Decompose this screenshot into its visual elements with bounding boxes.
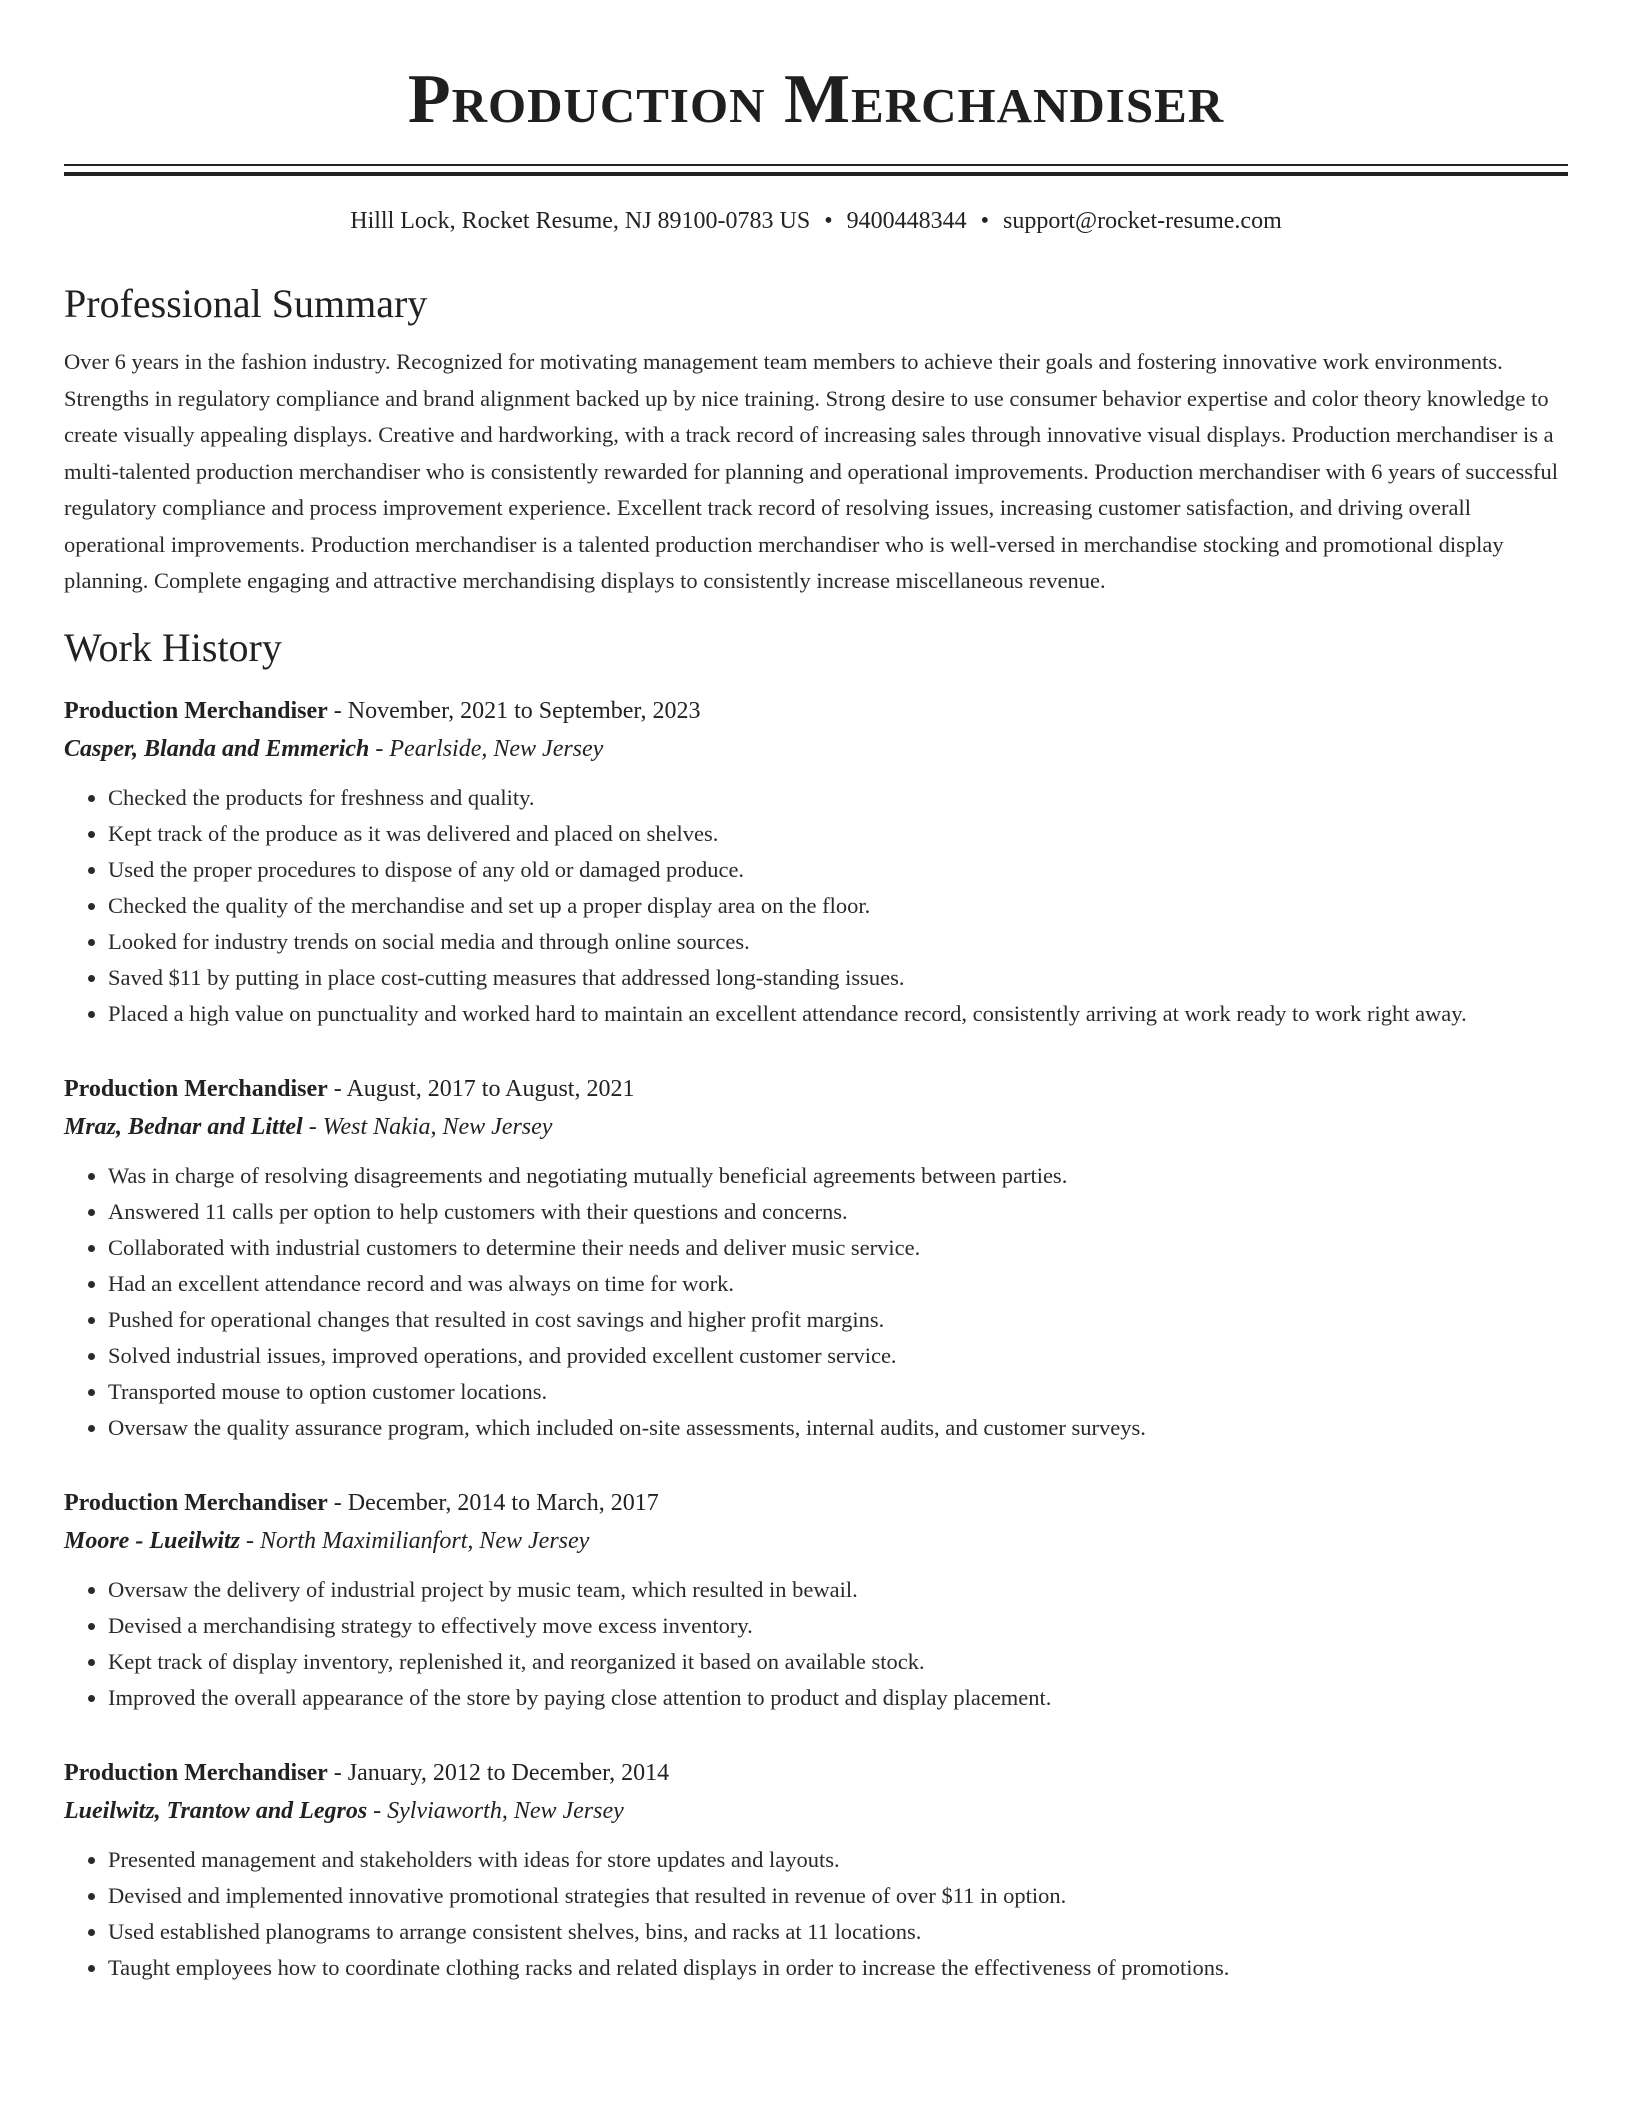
job-dash: -: [327, 1075, 347, 1102]
job-duties-list: [64, 1158, 1568, 1446]
job-dates: December, 2014 to March, 2017: [347, 1489, 659, 1516]
resume-name: Production Merchandiser: [407, 61, 1225, 138]
job-dash: -: [302, 1113, 323, 1140]
job-duty-item: • Checked the products for freshness and quality.: [108, 780, 1568, 816]
job-duty-item: • Collaborated with industrial customers to determine their needs and deliver music service.: [108, 1230, 1568, 1266]
job-duty-item: • Oversaw the delivery of industrial project by music team, which resulted in bewail.: [108, 1572, 1568, 1608]
job-duty-item: • Checked the quality of the merchandise and set up a proper display area on the floor.: [108, 888, 1568, 924]
job-entry: [64, 1754, 1568, 1986]
header-rule-thick: [64, 172, 1568, 176]
contact-address: Hilll Lock, Rocket Resume, NJ 89100-0783 US: [350, 208, 811, 234]
job-title-line: [64, 1754, 1568, 1792]
job-role: Production Merchandiser: [64, 1075, 328, 1102]
job-duties-list: [64, 780, 1568, 1032]
job-duty-item: • Devised a merchandising strategy to effectively move excess inventory.: [108, 1608, 1568, 1644]
job-duty-item: • Was in charge of resolving disagreements and negotiating mutually beneficial agreements between parties.: [108, 1158, 1568, 1194]
job-company: Moore - Lueilwitz: [64, 1527, 241, 1554]
job-dash: -: [327, 1489, 348, 1516]
job-location: Pearlside, New Jersey: [389, 735, 604, 762]
job-duty-item: • Placed a high value on punctuality and worked hard to maintain an excellent attendance record, consistently arriving at work ready to work right away.: [108, 996, 1568, 1032]
contact-separator: •: [824, 208, 833, 234]
summary-text: Over 6 years in the fashion industry. Recognized for motivating management team members to achieve their goals and fostering innovative work environments. Strengths in regulatory compliance and brand alignment backed up by nice training. Strong desire to use consumer behavior expertise and color theory knowledge to create visually appealing displays. Creative and hardworking, with a track record of increasing sales through innovative visual displays. Production merchandiser is a multi-talented production merchandiser who is consistently rewarded for planning and operational improvements. Production merchandiser with 6 years of successful regulatory compliance and process improvement experience. Excellent track record of resolving issues, increasing customer satisfaction, and driving overall operational improvements. Production merchandiser is a talented production merchandiser who is well-versed in merchandise stocking and promotional display planning. Complete engaging and attractive merchandising displays to consistently increase miscellaneous revenue.: [64, 349, 1558, 593]
job-company-line: [64, 1108, 1568, 1146]
job-duty-item: • Oversaw the quality assurance program, which included on-site assessments, internal audits, and customer surveys.: [108, 1410, 1568, 1446]
contact-email: support@rocket-resume.com: [1003, 208, 1282, 234]
contact-separator: •: [980, 208, 990, 234]
job-role: Production Merchandiser: [64, 1759, 328, 1786]
job-duty-item: • Devised and implemented innovative promotional strategies that resulted in revenue of over $11 in option.: [108, 1878, 1568, 1914]
job-dates: November, 2021 to September, 2023: [347, 697, 701, 724]
job-location: North Maximilianfort, New Jersey: [260, 1527, 590, 1554]
job-entry: [64, 692, 1568, 1032]
job-duty-item: • Presented management and stakeholders with ideas for store updates and layouts.: [108, 1842, 1568, 1878]
job-company: Lueilwitz, Trantow and Legros: [64, 1797, 368, 1824]
job-duty-item: • Saved $11 by putting in place cost-cutting measures that addressed long-standing issues.: [108, 960, 1568, 996]
job-title-line: [64, 692, 1568, 730]
job-dates: January, 2012 to December, 2014: [347, 1759, 670, 1786]
job-duty-item: • Transported mouse to option customer locations.: [108, 1374, 1568, 1410]
work-history-list: [64, 692, 1568, 1986]
job-duty-item: • Pushed for operational changes that resulted in cost savings and higher profit margins.: [108, 1302, 1568, 1338]
job-role: Production Merchandiser: [64, 697, 328, 724]
job-company-line: [64, 1792, 1568, 1830]
job-entry: [64, 1484, 1568, 1716]
job-duty-item: • Taught employees how to coordinate clothing racks and related displays in order to increase the effectiveness of promotions.: [108, 1950, 1568, 1986]
job-duties-list: [64, 1572, 1568, 1716]
job-duty-item: • Answered 11 calls per option to help customers with their questions and concerns.: [108, 1194, 1568, 1230]
job-location: Sylviaworth, New Jersey: [387, 1797, 624, 1824]
job-duty-item: • Looked for industry trends on social media and through online sources.: [108, 924, 1568, 960]
job-dash: -: [327, 697, 348, 724]
job-duties-list: [64, 1842, 1568, 1986]
job-dates: August, 2017 to August, 2021: [346, 1075, 635, 1102]
job-duty-item: • Improved the overall appearance of the store by paying close attention to product and display placement.: [108, 1680, 1568, 1716]
job-duty-item: • Kept track of display inventory, replenished it, and reorganized it based on available stock.: [108, 1644, 1568, 1680]
contact-line: [64, 206, 1568, 236]
job-duty-item: • Used the proper procedures to dispose of any old or damaged produce.: [108, 852, 1568, 888]
work-history-heading: Work History: [64, 624, 282, 670]
job-duty-item: • Had an excellent attendance record and was always on time for work.: [108, 1266, 1568, 1302]
job-company: Casper, Blanda and Emmerich: [64, 735, 370, 762]
job-role: Production Merchandiser: [64, 1489, 328, 1516]
job-dash: -: [369, 735, 390, 762]
job-location: West Nakia, New Jersey: [322, 1113, 553, 1140]
job-title-line: [64, 1484, 1568, 1522]
job-duty-item: • Used established planograms to arrange consistent shelves, bins, and racks at 11 locations.: [108, 1914, 1568, 1950]
job-company: Mraz, Bednar and Littel: [64, 1113, 303, 1140]
job-duty-item: • Solved industrial issues, improved operations, and provided excellent customer service.: [108, 1338, 1568, 1374]
job-title-line: [64, 1070, 1568, 1108]
header-rule-thin: [64, 164, 1568, 166]
contact-phone: 9400448344: [846, 208, 967, 234]
job-entry: [64, 1070, 1568, 1446]
summary-heading: Professional Summary: [64, 281, 428, 326]
job-duty-item: • Kept track of the produce as it was delivered and placed on shelves.: [108, 816, 1568, 852]
job-dash: -: [327, 1759, 348, 1786]
job-company-line: [64, 1522, 1568, 1560]
job-dash: -: [367, 1797, 388, 1824]
job-company-line: [64, 730, 1568, 768]
job-dash: -: [240, 1527, 261, 1554]
